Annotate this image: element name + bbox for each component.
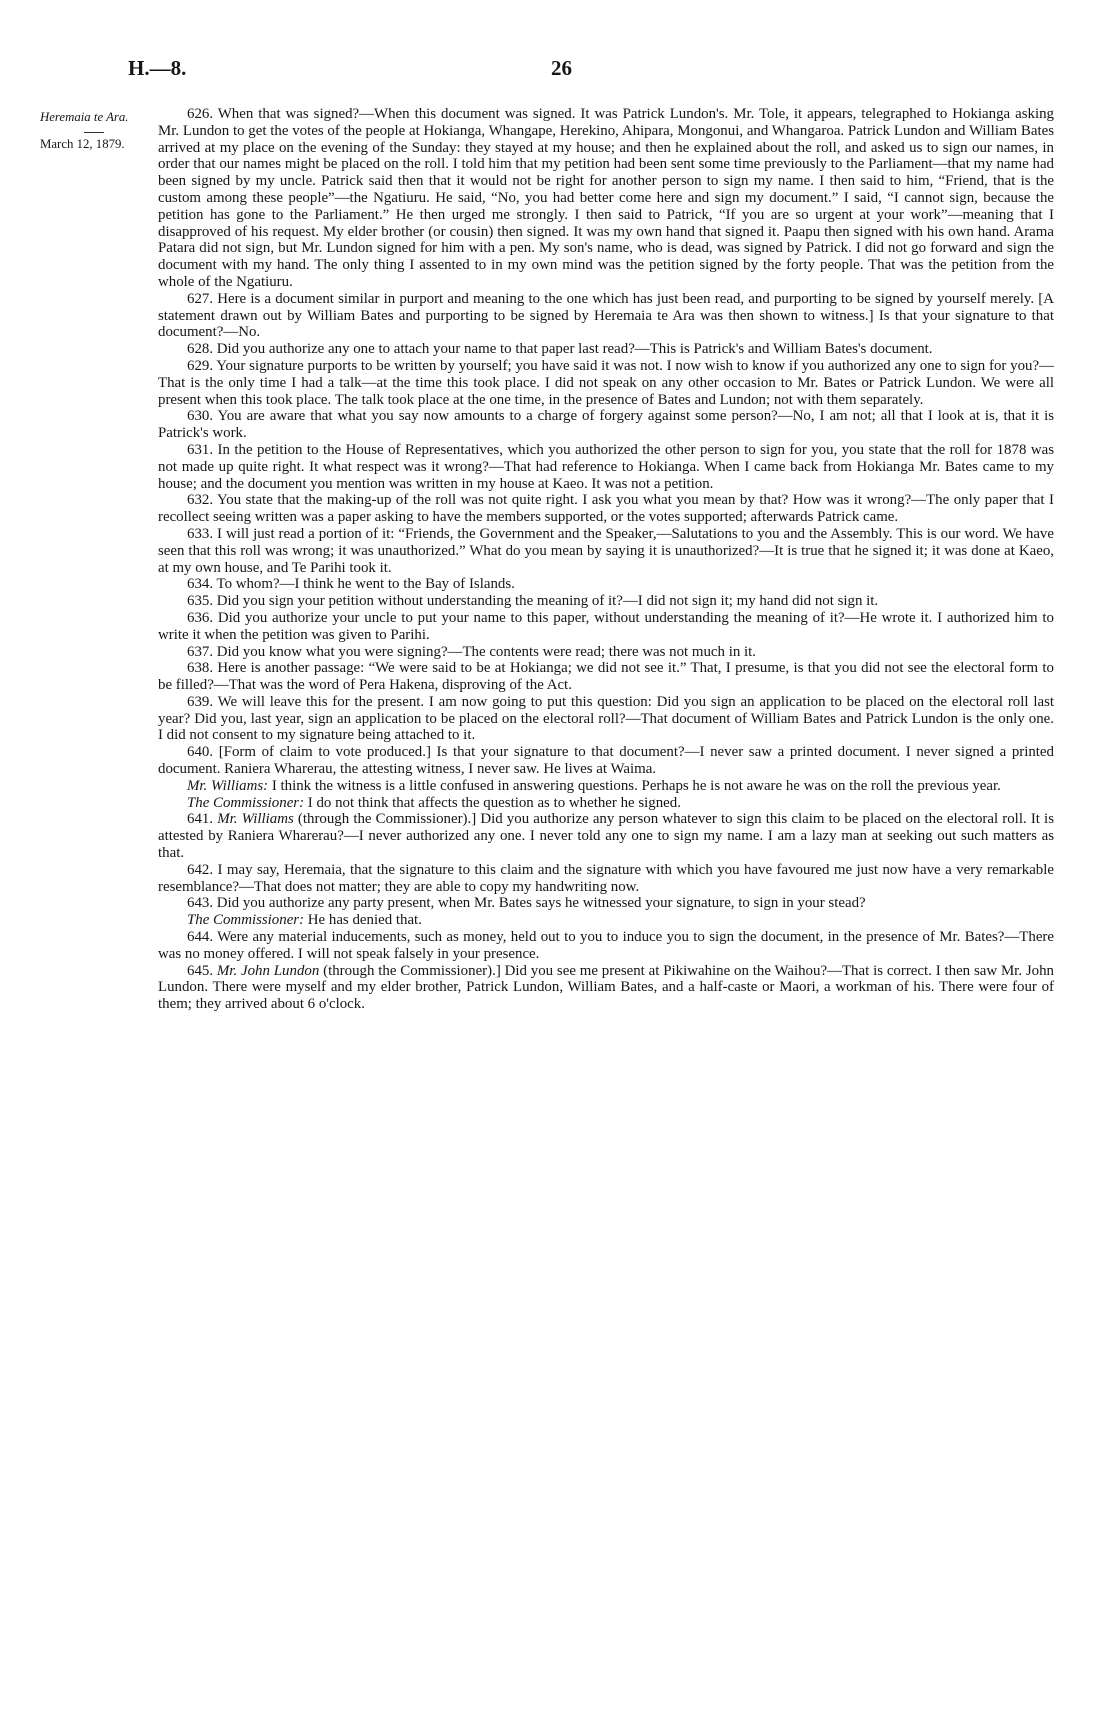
testimony-body (158, 106, 1054, 1013)
series-number: H.—8. (128, 56, 187, 80)
statement-commissioner-2 (158, 912, 1054, 929)
paragraph-629: 629. Your signature purports to be written by yourself; you have said it was not. I now wish to know if you authorized any one to sign for you?—That is the only time I had a talk—at the time this took place. I did not speak on any other occasion to Mr. Bates or Patrick Lundon. We were all present when this took place. The talk took place at the one time, in the presence of Bates and Lundon; not with them separately. (158, 357, 1054, 408)
paragraph-640: 640. [Form of claim to vote produced.] Is that your signature to that document?—I never saw a printed document. I never signed a printed document. Raniera Wharerau, the attesting witness, I never saw. He lives at Waima. (158, 744, 1054, 778)
speaker-label: The Commissioner: (187, 912, 305, 929)
paragraph-635: 635. Did you sign your petition without understanding the meaning of it?—I did not sign it; my hand did not sign it. (187, 593, 879, 610)
paragraph-627: 627. Here is a document similar in purport and meaning to the one which has just been read, and purporting to be signed by yourself merely. [A statement drawn out by William Bates and purporting to be signed by Heremaia te Ara was then shown to witness.] Is that your signature to that document?—No. (158, 290, 1054, 341)
paragraph-641 (158, 811, 1054, 861)
paragraph-634: 634. To whom?—I think he went to the Bay of Islands. (187, 576, 515, 593)
paragraph-645 (158, 963, 1054, 1013)
paragraph-633: 633. I will just read a portion of it: “Friends, the Government and the Speaker,—Salutations to you and the Assembly. This is our word. We have seen that this roll was wrong; it was unauthorized.” What do you mean by saying it is unauthorized?—It is true that he signed it; it was done at Kaeo, at my own house, and Te Parihi took it. (158, 525, 1054, 576)
speaker-label: Mr. Williams: (187, 777, 269, 794)
paragraph-639: 639. We will leave this for the present. I am now going to put this question: Did you sign an application to be placed on the electoral roll last year? Did you, last year, sign an application to be placed on the electoral roll?—That document of William Bates and Patrick Lundon is the only one. I did not consent to my signature being attached to it. (158, 693, 1054, 744)
margin-divider (84, 132, 104, 133)
question-number: 645. (187, 962, 214, 979)
paragraph-632: 632. You state that the making-up of the roll was not quite right. I ask you what you mean by that? How was it wrong?—The only paper that I recollect seeing written was a paper asking to have the members supported, or the votes supported; afterwards Patrick came. (158, 492, 1054, 526)
paragraph-642: 642. I may say, Heremaia, that the signature to this claim and the signature with which you have favoured me just now have a very remarkable resemblance?—That does not matter; they are able to copy my handwriting now. (158, 861, 1054, 895)
paragraph-628: 628. Did you authorize any one to attach your name to that paper last read?—This is Patrick's and William Bates's document. (187, 341, 933, 358)
paragraph-630: 630. You are aware that what you say now amounts to a charge of forgery against some person?—No, I am not; all that I look at is, that it is Patrick's work. (158, 408, 1054, 442)
question-text: (through the Commissioner).] Did you authorize any person whatever to sign this claim to be placed on the electoral roll. It is attested by Raniera Wharerau?—I never authorized any one. I never told any one to sign my name. I am a lazy man at seeking out such matters as that. (158, 811, 1054, 862)
statement-commissioner (158, 795, 1054, 812)
paragraph-637: 637. Did you know what you were signing?—The contents were read; there was not much in it. (187, 643, 757, 660)
paragraph-636: 636. Did you authorize your uncle to put your name to this paper, without understanding the meaning of it?—He wrote it. I authorized him to write it when the petition was given to Parihi. (158, 609, 1054, 643)
paragraph-631: 631. In the petition to the House of Representatives, which you authorized the other person to sign for you, you state that the roll for 1878 was not made up quite right. It what respect was it wrong?—That had reference to Hokianga. When I came back from Hokianga Mr. Bates came to my house; and the document you mention was written in my house at Kaeo. It was not a petition. (158, 441, 1054, 492)
page-number: 26 (551, 56, 572, 80)
question-text: (through the Commissioner).] Did you see me present at Pikiwahine on the Waihou?—That is correct. I then saw Mr. John Lundon. There were myself and my elder brother, Patrick Lundon, William Bates, and a half-caste or Maori, a workman of his. There were four of them; they arrived about 6 o'clock. (158, 962, 1055, 1013)
margin-date: March 12, 1879. (40, 137, 125, 151)
paragraph-626: 626. When that was signed?—When this document was signed. It was Patrick Lundon's. Mr. Tole, it appears, telegraphed to Hokianga asking Mr. Lundon to get the votes of the people at Hokianga, Whangape, Herekino, Ahipara, Mongonui, and Whangaroa. Patrick Lundon and William Bates arrived at my place on the evening of the Sunday: they stayed at my house; and then he explained about the roll, and asked us to sign our names, in order that our names might be placed on the roll. I told him that my petition had been sent some time previously to the Parliament—that my name had been signed by my uncle. Patrick said then that it would not be right for another person to sign my name. I then said to him, “Friend, that is the custom among these people”—the Ngatiuru. He said, “No, you had better come here and sign my document.” I said, “I cannot sign, because the petition has gone to the Parliament.” He then urged me strongly. I then said to Patrick, “If you are so urgent at your work”—meaning that I disapproved of his request. My elder brother (or cousin) then signed. It was my own hand that signed it. Paapu then signed with his own hand. Arama Patara did not sign, but Mr. Lundon signed for him with a pen. My son's name, who is dead, was signed by Patrick. I did not go forward and sign the document with my hand. The only thing I assented to in my own mind was the petition signed by the forty people. That was the petition from the whole of the Ngatiuru. (158, 106, 1054, 290)
paragraph-638: 638. Here is another passage: “We were said to be at Hokianga; we did not see it.” That, I presume, is that you did not see the electoral form to be filled?—That was the word of Pera Hakena, disproving of the Act. (158, 660, 1054, 694)
paragraph-644: 644. Were any material inducements, such as money, held out to you to induce you to sign the document, in the presence of Mr. Bates?—There was no money offered. I will not speak falsely in your presence. (158, 929, 1054, 962)
speaker-label: Mr. John Lundon (216, 962, 320, 979)
statement-text: I think the witness is a little confused in answering questions. Perhaps he is not aware he was on the roll the previous year. (271, 777, 1001, 794)
statement-text: He has denied that. (307, 912, 422, 929)
speaker-label: The Commissioner: (187, 794, 305, 811)
statement-text: I do not think that affects the question as to whether he signed. (307, 794, 681, 811)
paragraph-643: 643. Did you authorize any party present, when Mr. Bates says he witnessed your signature, to sign in your stead? (187, 895, 866, 912)
speaker-label: Mr. Williams (217, 811, 294, 828)
margin-witness-name: Heremaia te Ara. (40, 110, 129, 124)
question-number: 641. (187, 811, 214, 828)
statement-mr-williams (158, 778, 1054, 795)
